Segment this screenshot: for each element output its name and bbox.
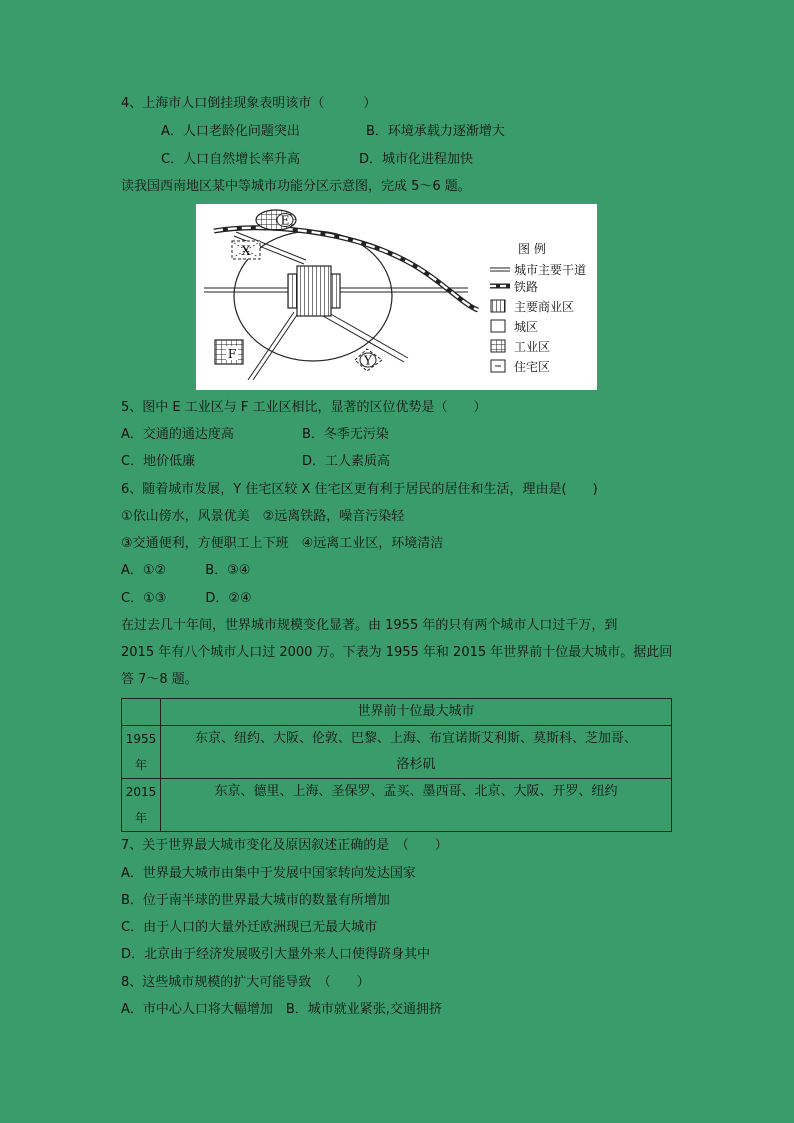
year-suffix: 年 (134, 811, 147, 825)
q7-option-a: A．世界最大城市由集中于发展中国家转向发达国家 (121, 866, 416, 881)
map-label-e: E (280, 213, 290, 228)
q6-options-cd: C．①③ D．②④ (121, 591, 252, 606)
cities-line: 东京、纽约、大阪、伦敦、巴黎、上海、布宜诺斯艾利斯、莫斯科、芝加哥、 (194, 731, 637, 746)
intro-7-8-line2: 2015 年有八个城市人口过 2000 万。下表为 1955 年和 2015 年世界前十位最大城市。据此回 (121, 645, 673, 660)
q8-options-ab: A．市中心人口将大幅增加 B．城市就业紧张,交通拥挤 (121, 1002, 442, 1017)
largest-cities-table (121, 698, 672, 832)
q5-option-a: A．交通的通达度高 (121, 427, 234, 442)
legend-title: 图 例 (518, 242, 546, 256)
year-number: 1955 (125, 732, 157, 746)
q7-option-b: B．位于南半球的世界最大城市的数量有所增加 (121, 893, 390, 908)
q4-option-a: A．人口老龄化问题突出 (161, 124, 300, 139)
legend-commercial: 主要商业区 (514, 300, 575, 314)
q6-options-ab: A．①② B．③④ (121, 563, 251, 578)
q6-statements-1-2: ①依山傍水，风景优美 ②远离铁路，噪音污染轻 (121, 509, 405, 524)
q5-option-d: D．工人素质高 (302, 454, 391, 469)
q4-stem: 4、上海市人口倒挂现象表明该市（ ） (121, 96, 377, 111)
table-year-cell (122, 779, 161, 832)
table-year-cell (122, 726, 161, 779)
table-row (122, 726, 672, 779)
cities-line: 东京、德里、上海、圣保罗、孟买、墨西哥、北京、大阪、开罗、纽约 (214, 784, 618, 799)
city-function-map (196, 204, 597, 390)
map-drawing (196, 204, 597, 390)
q5-option-b: B．冬季无污染 (302, 427, 389, 442)
intro-5-6: 读我国西南地区某中等城市功能分区示意图，完成 5～6 题。 (121, 179, 471, 194)
q4-option-b: B．环境承载力逐渐增大 (366, 124, 505, 139)
q6-statements-3-4: ③交通便利，方便职工上下班 ④远离工业区，环境清洁 (121, 536, 444, 551)
cities-line: 洛杉矶 (396, 757, 436, 772)
q5-stem: 5、图中 E 工业区与 F 工业区相比，显著的区位优势是（ ） (121, 400, 487, 415)
q7-stem: 7、关于世界最大城市变化及原因叙述正确的是 （ ） (121, 838, 448, 853)
q7-option-d: D．北京由于经济发展吸引大量外来人口使得跻身其中 (121, 947, 431, 962)
map-legend (490, 241, 586, 374)
intro-7-8-line1: 在过去几十年间，世界城市规模变化显著。由 1955 年的只有两个城市人口过千万，到 (121, 618, 618, 633)
map-label-y: Y (364, 353, 372, 368)
table-header-row (122, 699, 672, 726)
legend-industrial: 工业区 (514, 340, 551, 354)
q6-stem: 6、随着城市发展，Y 住宅区较 X 住宅区更有利于居民的居住和生活，理由是( ) (121, 482, 598, 497)
year-suffix: 年 (134, 758, 147, 772)
map-label-x: X (241, 244, 251, 259)
cities-line (167, 805, 665, 831)
q4-option-d: D．城市化进程加快 (359, 152, 474, 167)
q8-stem: 8、这些城市规模的扩大可能导致 （ ） (121, 975, 370, 990)
q4-option-c: C．人口自然增长率升高 (161, 152, 301, 167)
table-row (122, 779, 672, 832)
table-cities-cell (161, 779, 672, 832)
q7-option-c: C．由于人口的大量外迁欧洲现已无最大城市 (121, 920, 378, 935)
year-number: 2015 (125, 785, 157, 799)
map-label-f: F (227, 347, 237, 361)
legend-urban: 城区 (514, 320, 539, 334)
table-cities-cell (161, 726, 672, 779)
legend-main-road: 城市主要干道 (514, 263, 587, 277)
table-header: 世界前十位最大城市 (161, 699, 672, 726)
intro-7-8-line3: 答 7～8 题。 (121, 672, 198, 687)
legend-railway: 铁路 (514, 280, 539, 294)
q5-option-c: C．地价低廉 (121, 454, 196, 469)
table-corner-cell (122, 699, 161, 726)
legend-residential: 住宅区 (514, 360, 551, 374)
